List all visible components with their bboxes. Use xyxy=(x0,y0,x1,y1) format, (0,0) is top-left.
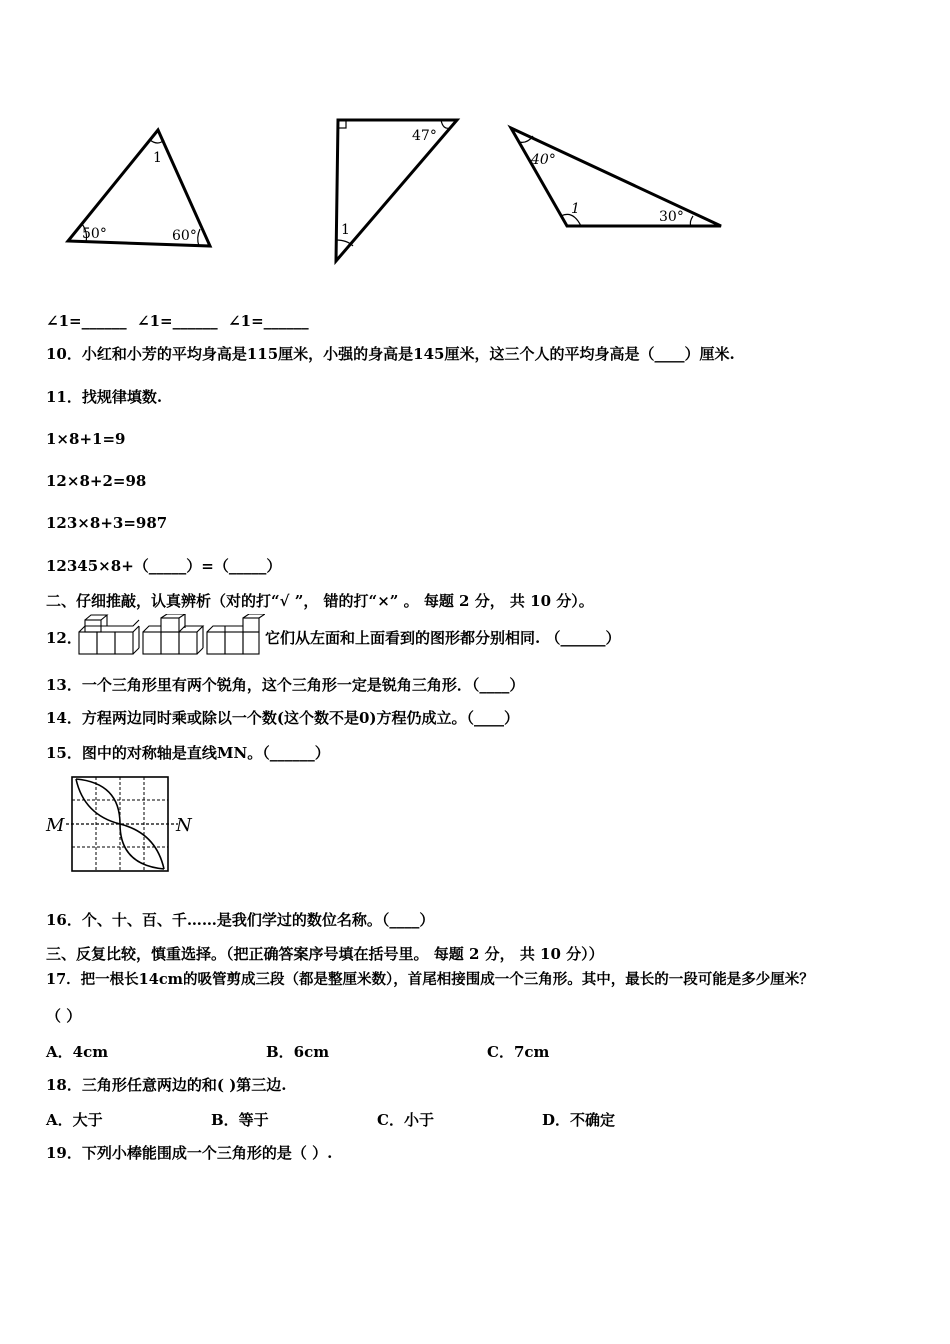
tri1-right-label: 60° xyxy=(172,228,197,244)
symmetry-grid-figure xyxy=(44,775,199,875)
question-17: 17．把一根长14cm的吸管剪成三段（都是整厘米数），首尾相接围成一个三角形。其中，最长的一段可能是多少厘米？ xyxy=(46,971,814,988)
angle-answer-2: ∠1=______ xyxy=(137,312,218,330)
triangle-figure-1 xyxy=(60,120,220,255)
question-18: 18．三角形任意两边的和( )第三边. xyxy=(46,1076,287,1094)
tri2-bottom-label: 1 xyxy=(341,222,350,238)
tri1-top-label: 1 xyxy=(153,150,162,166)
q17-paren: （ ） xyxy=(46,1007,82,1025)
q17-option-a: A．4cm xyxy=(46,1043,109,1061)
question-10: 10．小红和小芳的平均身高是115厘米，小强的身高是145厘米，这三个人的平均身高是（____）厘米. xyxy=(46,345,735,363)
cube-figures xyxy=(77,614,265,656)
q12-text: 它们从左面和上面看到的图形都分别相同. （______） xyxy=(265,629,621,647)
angle-answer-1: ∠1=______ xyxy=(46,312,127,330)
q11-line-1: 1×8+1=9 xyxy=(46,430,126,448)
q17-option-b: B．6cm xyxy=(266,1043,330,1061)
q18-option-a: A．大于 xyxy=(46,1111,103,1129)
q11-line-3: 123×8+3=987 xyxy=(46,514,168,532)
angle-answer-3: ∠1=______ xyxy=(228,312,309,330)
q17-option-c: C．7cm xyxy=(487,1043,550,1061)
triangle-figure-3 xyxy=(505,122,730,234)
tri3-right-label: 30° xyxy=(659,209,684,225)
q18-option-c: C．小于 xyxy=(377,1111,434,1129)
q11-line-2: 12×8+2=98 xyxy=(46,472,147,490)
q18-option-d: D．不确定 xyxy=(542,1111,616,1129)
tri3-mid-label: 1 xyxy=(571,201,580,217)
question-16: 16．个、十、百、千……是我们学过的数位名称。（____） xyxy=(46,911,435,929)
section-3-heading: 三、反复比较，慎重选择。（把正确答案序号填在括号里。 每题 2 分， 共 10 分）） xyxy=(46,945,604,963)
label-n: N xyxy=(176,815,192,836)
q11-line-4: 12345×8+（_____）=（_____） xyxy=(46,557,282,575)
q12-number: 12． xyxy=(46,629,82,647)
question-15: 15．图中的对称轴是直线MN。（______） xyxy=(46,744,330,762)
tri3-left-label: 40° xyxy=(531,152,556,168)
angle-answers xyxy=(46,311,309,331)
question-19: 19．下列小棒能围成一个三角形的是（ ）. xyxy=(46,1144,333,1162)
question-14: 14．方程两边同时乘或除以一个数(这个数不是0)方程仍成立。（____） xyxy=(46,709,520,727)
tri2-top-label: 47° xyxy=(412,128,437,144)
tri1-left-label: 50° xyxy=(82,226,107,242)
q18-option-b: B．等于 xyxy=(211,1111,269,1129)
question-13: 13．一个三角形里有两个锐角，这个三角形一定是锐角三角形．（____） xyxy=(46,676,525,694)
label-m: M xyxy=(46,815,65,836)
question-11-title: 11．找规律填数. xyxy=(46,388,163,406)
triangle-figure-2 xyxy=(325,112,465,267)
section-2-heading: 二、仔细推敲，认真辨析（对的打“√ ”， 错的打“×” 。 每题 2 分， 共 10 分）。 xyxy=(46,592,594,610)
